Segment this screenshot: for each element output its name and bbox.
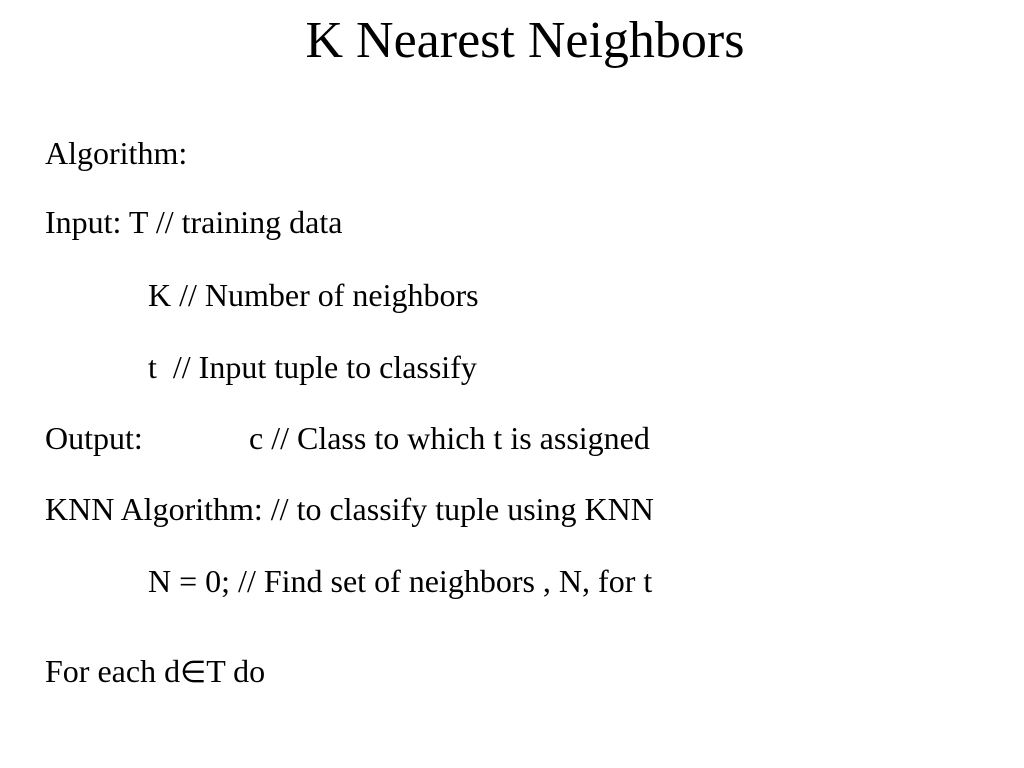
k-line: K // Number of neighbors: [148, 277, 479, 313]
output-label: Output:: [45, 420, 143, 456]
knn-algorithm-line: KNN Algorithm: // to classify tuple using KNN: [45, 491, 654, 527]
input-line: Input: T // training data: [45, 204, 343, 240]
for-each-line: [45, 651, 265, 693]
output-value: c // Class to which t is assigned: [249, 420, 650, 456]
algorithm-label: Algorithm:: [45, 135, 188, 171]
n-init-line: N = 0; // Find set of neighbors , N, for t: [148, 563, 653, 599]
for-each-prefix: For each d: [45, 653, 181, 689]
t-line: t // Input tuple to classify: [148, 349, 477, 385]
slide-title: K Nearest Neighbors: [305, 12, 745, 69]
for-each-suffix: T do: [206, 653, 266, 689]
element-of-symbol: ∈: [180, 655, 207, 690]
